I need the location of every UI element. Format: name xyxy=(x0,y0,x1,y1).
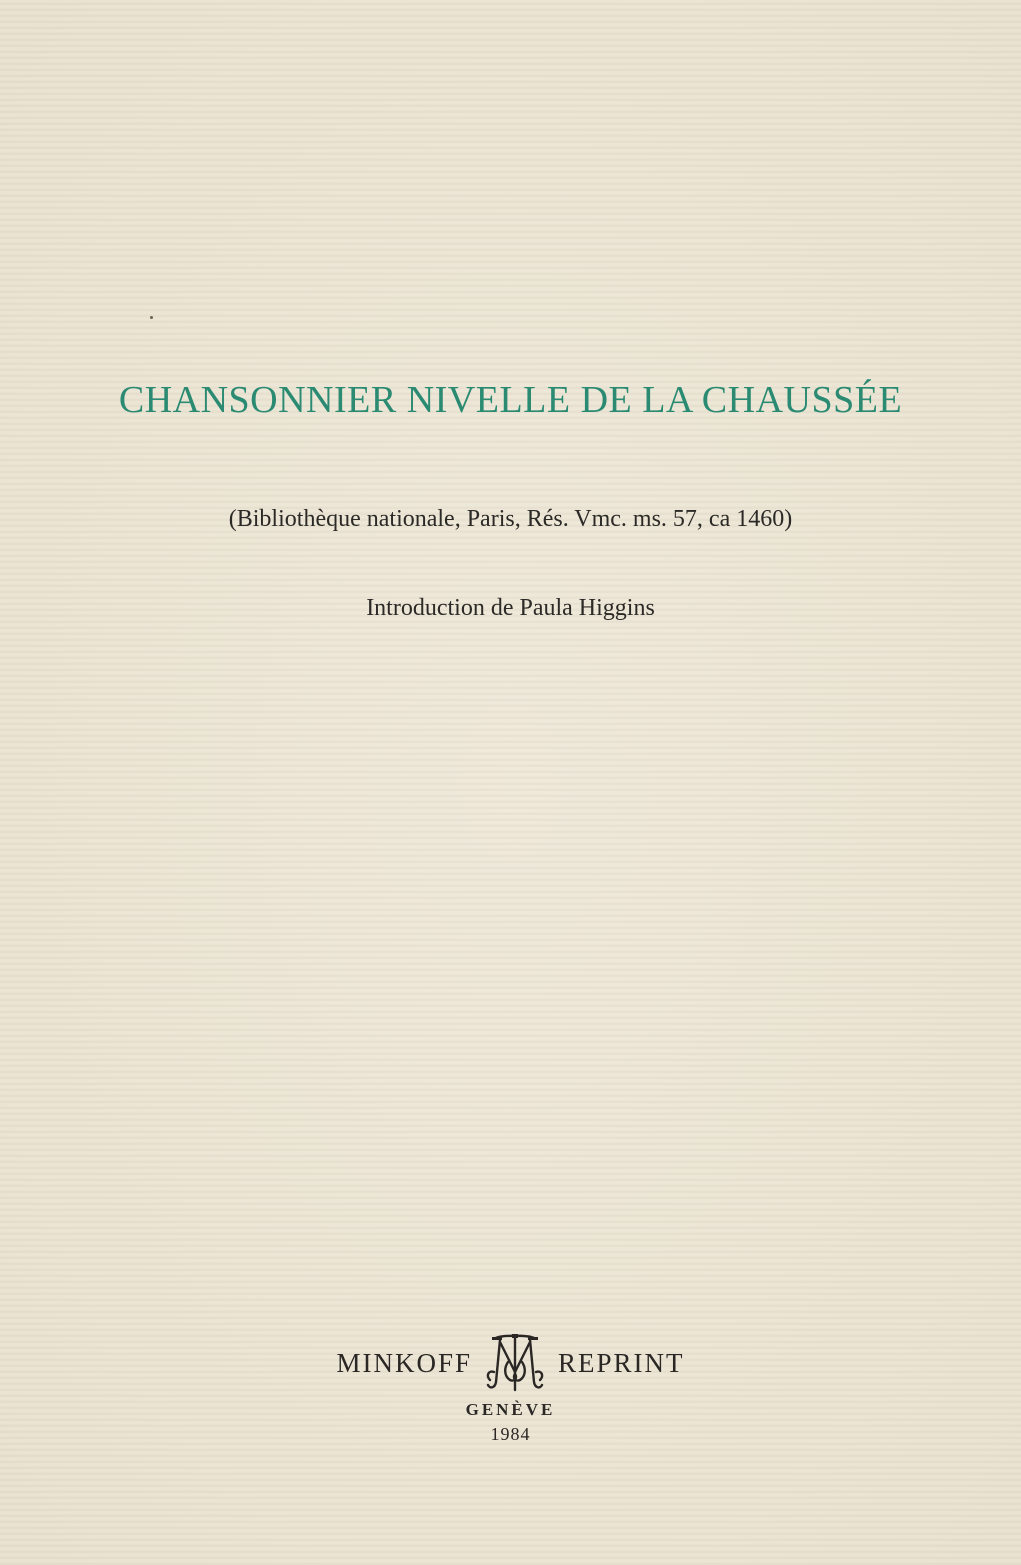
publication-year: 1984 xyxy=(490,1424,531,1444)
minkoff-monogram-logo-icon xyxy=(482,1332,548,1394)
publisher-name-right: REPRINT xyxy=(558,1347,685,1378)
introduction-credit: Introduction de Paula Higgins xyxy=(366,595,655,621)
book-subtitle: (Bibliothèque nationale, Paris, Rés. Vmc. ms. 57, ca 1460) xyxy=(228,506,793,532)
book-title: CHANSONNIER NIVELLE DE LA CHAUSSÉE xyxy=(118,379,903,421)
publisher-line xyxy=(0,1332,1021,1394)
publisher-city: GENÈVE xyxy=(465,1400,556,1419)
paper-speck xyxy=(150,316,153,319)
publisher-name-left: MINKOFF xyxy=(336,1347,472,1378)
